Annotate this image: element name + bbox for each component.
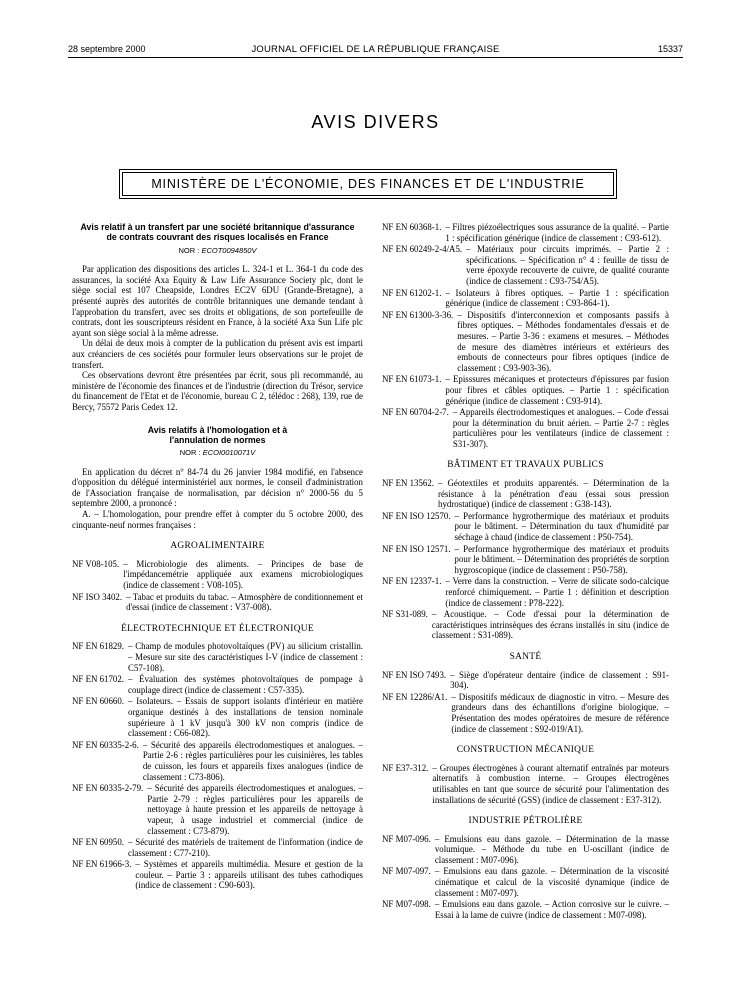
norm-ref: NF M07-098.: [382, 899, 431, 910]
norm-entry: [382, 407, 669, 449]
norm-ref: NF EN 12337-1.: [382, 576, 442, 587]
nor-label: NOR :: [179, 448, 203, 458]
norm-entry: [72, 696, 363, 738]
norm-text: – Sécurité des appareils électrodomestiques et analogues. – Partie 2-79 : règles particulières pour les appareils de nettoyage à haute pression et les appareils de nettoyage à vapeur, à usage industriel et commercial (indice de classement : C73-879).: [147, 783, 363, 836]
norm-entry: [382, 899, 669, 920]
norm-ref: NF EN 61300-3-36.: [382, 309, 454, 320]
norm-ref: NF EN 60335-2-79.: [72, 783, 144, 794]
nor-code: ECOT0094850V: [201, 245, 257, 255]
norm-entry: [382, 288, 669, 309]
ministry-banner: [122, 172, 614, 196]
nor-code: ECOI0010071V: [202, 448, 256, 458]
norm-ref: NF EN 60950.: [72, 837, 125, 848]
avis-homologation-title: Avis relatifs à l'homologation et à l'annulation de normes: [147, 424, 288, 445]
norm-entry: [382, 544, 669, 576]
left-column: [72, 222, 363, 892]
norm-entry: [382, 609, 669, 641]
paragraph: A. – L'homologation, pour prendre effet à compter du 5 octobre 2000, des cinquante-neuf normes françaises :: [72, 509, 363, 530]
header-rule: [68, 57, 683, 58]
norm-entry: [72, 859, 363, 891]
norm-ref: NF EN 61966-3.: [72, 859, 132, 870]
norm-entry: [72, 740, 363, 782]
norm-ref: NF E37-312.: [382, 762, 429, 773]
norm-text: – Siège d'opérateur dentaire (indice de classement : S91-304).: [450, 669, 669, 691]
norm-ref: NF M07-097.: [382, 866, 431, 877]
running-head: [68, 44, 683, 58]
norm-text: – Géotextiles et produits apparentés. – Détermination de la résistance à la pénétration d'eau (essai sous pression hydrostatique) (indice de classement : G38-143).: [438, 478, 669, 510]
avis-transfer-nor: [72, 246, 363, 257]
norm-text: – Verre dans la construction. – Verre de silicate sodo-calcique renforcé chimiquement. – Partie 1 : définition et description (indice de classement : P78-222).: [445, 576, 669, 608]
avis-homologation-nor: [72, 448, 363, 459]
norm-entry: [72, 592, 363, 613]
norm-text: – Episssures mécaniques et protecteurs d'épissures par fusion pour fibres et câbles optiques. – Partie 1 : spécification générique (indice de classement : C93-914).: [445, 374, 669, 406]
norm-entry: [382, 511, 669, 543]
norm-text: – Microbiologie des aliments. – Principes de base de l'impédancemétrie appliquée aux examens microbiologiques (indice de classement : V08-105).: [123, 558, 363, 591]
norm-text: – Isolateurs à fibres optiques. – Partie 1 : spécification générique (indice de classement : C93-864-1).: [445, 287, 669, 309]
right-column: [382, 222, 669, 921]
journal-name: JOURNAL OFFICIEL DE LA RÉPUBLIQUE FRANÇAISE: [251, 44, 500, 55]
norm-entry: [382, 222, 669, 243]
section-heading: AGROALIMENTAIRE: [170, 541, 265, 552]
norm-text: – Tabac et produits du tabac. – Atmosphère de conditionnement et d'essai (indice de classement : V37-008).: [126, 591, 363, 613]
norm-text: – Filtres piézoélectriques sous assurance de la qualité. – Partie 1 : spécification générique (indice de classement : C93-612).: [445, 222, 669, 243]
norm-ref: NF M07-096.: [382, 833, 431, 844]
norm-text: – Matériaux pour circuits imprimés. – Partie 2 : spécifications. – Spécification n° 4 : feuille de tissu de verre époxyde recouverte de cuivre, de qualité courante (indice de classement : C93-754/A5).: [466, 244, 669, 286]
norm-entry: [382, 576, 669, 608]
section-heading: INDUSTRIE PÉTROLIÈRE: [468, 816, 583, 827]
norm-ref: NF EN ISO 12571.: [382, 543, 451, 554]
norm-text: – Emulsions eau dans gazole. – Action corrosive sur le cuivre. – Essai à la lame de cuivre (indice de classement : M07-098).: [434, 899, 669, 920]
page-number: 15337: [657, 44, 683, 54]
norm-entry: [72, 559, 363, 591]
norm-ref: NF EN ISO 7493.: [382, 669, 447, 680]
section-heading: CONSTRUCTION MÉCANIQUE: [456, 745, 595, 756]
norm-ref: NF EN 61829.: [72, 641, 125, 652]
paragraph: Par application des dispositions des articles L. 324-1 et L. 364-1 du code des assurances, la société Axa Equity & Law Life Assurance Society plc, dont le siège social est 107 Cheapside, Londres EC2V 6DU (Grande-Bretagne), a présenté auprès des autorités de contrôle britanniques une demande tendant à l'approbation du transfert, avec ses droits et obligations, de son portefeuille de contrats, dont les souscripteurs résident en France, à la société Axa Sun Life plc ayant son siège social à la même adresse.: [72, 264, 363, 338]
norm-text: – Acoustique. – Code d'essai pour la détermination de caractéristiques intrinsèques des écrans installés in situ (indice de classement : S31-089).: [431, 609, 669, 641]
norm-ref: NF EN 12286/A1.: [382, 691, 448, 702]
norm-text: – Sécurité des appareils électrodomestiques et analogues. – Partie 2-6 : règles particulières pour les cuisinières, les tables de cuisson, les fours et appareils fixes analogues (indice de classement : C73-806).: [142, 739, 363, 782]
norm-ref: NF EN 60368-1.: [382, 222, 442, 232]
paragraph: Un délai de deux mois à compter de la publication du présent avis est imparti aux créanciers de ces sociétés pour formuler leurs observations sur le projet de transfert.: [72, 338, 363, 370]
nor-label: NOR :: [178, 245, 202, 255]
norm-entry: [382, 763, 669, 805]
paragraph: Ces observations devront être présentées par écrit, sous pli recommandé, au ministère de l'économie des finances et de l'industrie (direction du Trésor, service du financement de l'Etat et de l'économie, bureau C 2, télédoc : 268), 139, rue de Bercy, 75572 Paris Cedex 12.: [72, 370, 363, 412]
norm-ref: NF EN 60660.: [72, 696, 125, 707]
ministry-name: MINISTÈRE DE L'ÉCONOMIE, DES FINANCES ET DE L'INDUSTRIE: [151, 177, 585, 191]
norm-entry: [382, 834, 669, 866]
norm-text: – Performance hygrothermique des matériaux et produits pour le bâtiment. – Détermination du taux d'humidité par séchage à chaud (indice de classement : P50-754).: [454, 510, 669, 543]
norm-text: – Sécurité des matériels de traitement de l'information (indice de classement : C77-210).: [128, 837, 363, 858]
norm-entry: [72, 674, 363, 695]
norm-ref: NF EN 61202-1.: [382, 287, 442, 298]
norm-text: – Groupes électrogènes à courant alternatif entraînés par moteurs alternatifs à combustion interne. – Groupes électrogènes utilisables en tant que source de sécurité pour l'alimentation des installations de sécurité (GSS) (indice de classement : E37-312).: [432, 762, 669, 805]
norm-entry: [382, 670, 669, 691]
norm-ref: NF EN 60335-2-6.: [72, 739, 139, 750]
issue-date: 28 septembre 2000: [68, 44, 146, 54]
norm-ref: NF EN 61073-1.: [382, 374, 442, 385]
norm-text: – Emulsions eau dans gazole. – Détermination de la masse volumique. – Méthode du tube en U-oscillant (indice de classement : M07-096).: [434, 833, 669, 865]
norm-entry: [382, 692, 669, 734]
section-heading: SANTÉ: [509, 651, 542, 662]
norm-ref: NF EN 60704-2-7.: [382, 407, 449, 418]
page-title: AVIS DIVERS: [311, 112, 440, 132]
norm-text: – Dispositifs d'interconnexion et composants passifs à fibres optiques. – Méthodes fondamentales d'essais et de mesures. – Partie 3-36 : examens et mesures. – Méthodes de mesure des diamètres intérieurs et extérieurs des embouts de connecteurs pour fibres optiques (indice de classement : C93-903-36).: [457, 309, 669, 373]
norm-text: – Performance hygrothermique des matériaux et produits pour le bâtiment. – Détermination des propriétés de sorption hygroscopique (indice de classement : P50-758).: [454, 543, 669, 575]
norm-entry: [382, 478, 669, 510]
norm-text: – Emulsions eau dans gazole. – Détermination de la viscosité cinématique et calcul de la viscosité dynamique (indice de classement : M07-097).: [434, 866, 669, 898]
section-heading: BÂTIMENT ET TRAVAUX PUBLICS: [447, 460, 604, 471]
norm-entry: [382, 374, 669, 406]
norm-text: – Appareils électrodomestiques et analogues. – Code d'essai pour la détermination du bruit aérien. – Partie 2-7 : règles particulières pour les ventilateurs (indice de classement : S31-307).: [452, 407, 669, 449]
norm-text: – Dispositifs médicaux de diagnostic in vitro. – Mesure des grandeurs dans des échantillons d'origine biologique. – Présentation des modes opératoires de mesure de référence (indice de classement : S92-019/A1).: [451, 691, 669, 734]
paragraph: En application du décret n° 84-74 du 26 janvier 1984 modifié, en l'absence d'opposition du délégué interministériel aux normes, le conseil d'administration de l'Association française de normalisation, par décision n° 2000-56 du 5 septembre 2000, a prononcé :: [72, 466, 363, 509]
norm-text: – Champ de modules photovoltaïques (PV) au silicium cristallin. – Mesure sur site des caractéristiques I-V (indice de classement : C57-108).: [128, 641, 363, 673]
norm-text: – Évaluation des systèmes photovoltaïques de pompage à couplage direct (indice de classement : C57-335).: [128, 674, 363, 695]
norm-entry: [72, 641, 363, 673]
norm-entry: [382, 310, 669, 374]
norm-entry: [382, 866, 669, 898]
norm-ref: NF EN 13562.: [382, 478, 435, 489]
norm-ref: NF S31-089.: [382, 609, 428, 620]
section-heading: ÉLECTROTECHNIQUE ET ÉLECTRONIQUE: [121, 623, 314, 634]
norm-entry: [382, 244, 669, 286]
norm-ref: NF EN ISO 12570.: [382, 510, 451, 521]
norm-ref: NF EN 60249-2-4/A5.: [382, 244, 463, 255]
norm-ref: NF EN 61702.: [72, 674, 125, 685]
avis-transfer-title: Avis relatif à un transfert par une société britannique d'assurance de contrats couvrant des risques localisés en France: [80, 222, 355, 243]
norm-entry: [72, 837, 363, 858]
norm-text: – Isolateurs. – Essais de support isolants d'intérieur en matière organique destinés à des installations de tension nominale supérieure à 1 kV jusqu'à 300 kV non compris (indice de classement : C66-082).: [128, 696, 363, 739]
norm-ref: NF ISO 3402.: [72, 591, 123, 602]
norm-entry: [72, 783, 363, 836]
norm-text: – Systèmes et appareils multimédia. Mesure et gestion de la couleur. – Partie 3 : appareils utilisant des tubes cathodiques (indice de classement : C90-603).: [135, 859, 363, 891]
norm-ref: NF V08-105.: [72, 558, 120, 569]
